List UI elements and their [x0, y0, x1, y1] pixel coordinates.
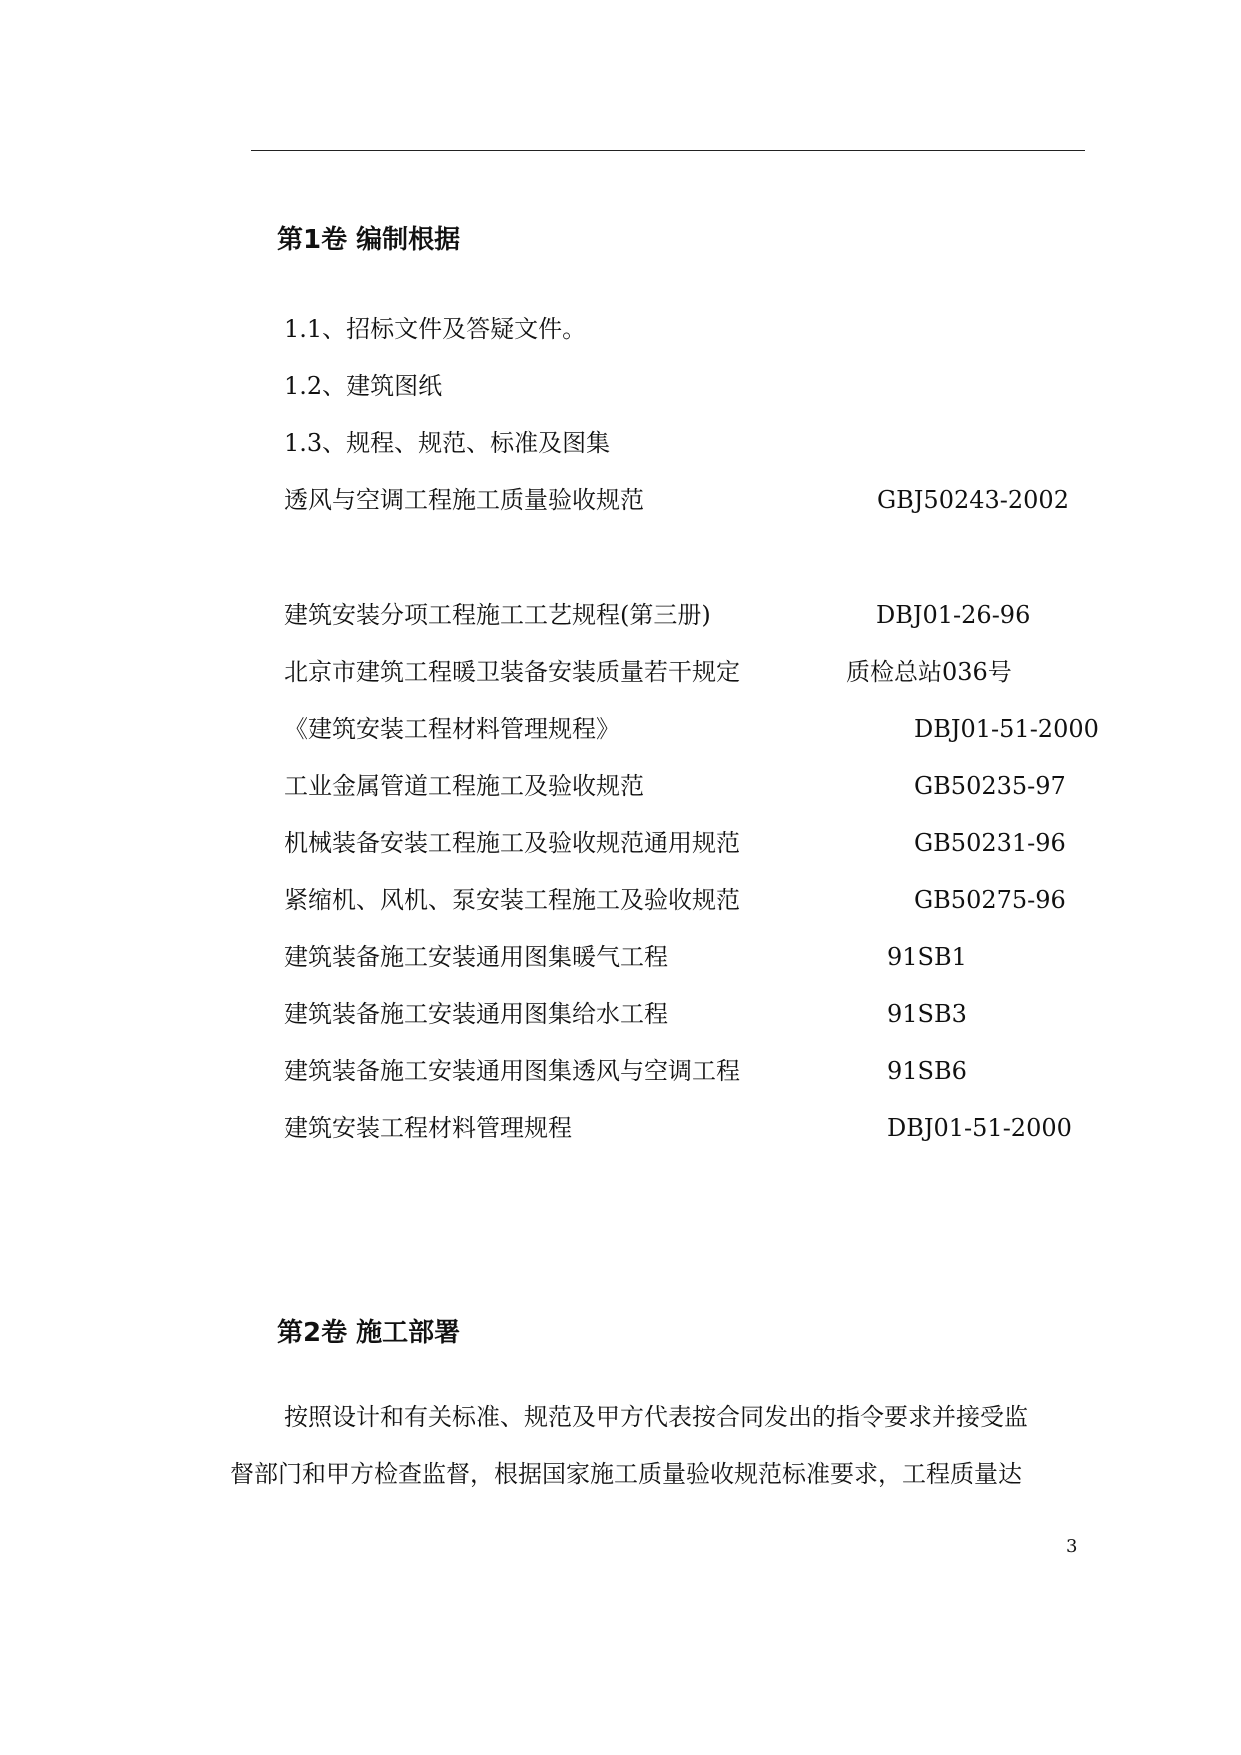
standard-row [284, 771, 1104, 801]
standard-name: 北京市建筑工程暖卫装备安装质量若干规定 [284, 658, 740, 686]
standard-code: GB50275-96 [914, 886, 1066, 914]
paragraph-line: 督部门和甲方检查监督，根据国家施工质量验收规范标准要求，工程质量达 [230, 1460, 1022, 1488]
standard-name: 建筑安装分项工程施工工艺规程(第三册) [284, 601, 711, 629]
list-item: 1.2、建筑图纸 [284, 372, 443, 400]
standard-row [284, 714, 1104, 744]
standard-code: 91SB6 [887, 1057, 967, 1085]
standard-name: 透风与空调工程施工质量验收规范 [284, 486, 644, 514]
standard-row [284, 600, 1104, 630]
standard-code: 91SB1 [887, 943, 967, 971]
standard-row [284, 485, 1104, 515]
header-rule [251, 150, 1085, 151]
section-1-heading: 第1卷 编制根据 [277, 225, 461, 255]
paragraph-line: 按照设计和有关标准、规范及甲方代表按合同发出的指令要求并接受监 [284, 1403, 1028, 1431]
standard-code: DBJ01-26-96 [876, 601, 1031, 629]
standard-code: GB50231-96 [914, 829, 1066, 857]
standard-name: 《建筑安装工程材料管理规程》 [284, 715, 620, 743]
standard-code: GBJ50243-2002 [877, 486, 1069, 514]
standard-code: 91SB3 [887, 1000, 967, 1028]
standard-row [284, 942, 1104, 972]
standard-name: 建筑装备施工安装通用图集给水工程 [284, 1000, 668, 1028]
page-number: 3 [1066, 1536, 1078, 1557]
standard-row [284, 885, 1104, 915]
standard-row [284, 657, 1104, 687]
list-item: 1.1、招标文件及答疑文件。 [284, 315, 587, 343]
list-item: 1.3、规程、规范、标准及图集 [284, 429, 611, 457]
standard-name: 建筑装备施工安装通用图集暖气工程 [284, 943, 668, 971]
standard-row [284, 1113, 1104, 1143]
standard-row [284, 1056, 1104, 1086]
standard-name: 建筑装备施工安装通用图集透风与空调工程 [284, 1057, 740, 1085]
standard-row [284, 999, 1104, 1029]
standard-name: 建筑安装工程材料管理规程 [284, 1114, 572, 1142]
standard-row [284, 828, 1104, 858]
standard-name: 工业金属管道工程施工及验收规范 [284, 772, 644, 800]
section-2-heading: 第2卷 施工部署 [277, 1318, 461, 1348]
standard-name: 机械装备安装工程施工及验收规范通用规范 [284, 829, 740, 857]
standard-name: 紧缩机、风机、泵安装工程施工及验收规范 [284, 886, 740, 914]
standard-code: 质检总站036号 [846, 658, 1012, 686]
standard-code: DBJ01-51-2000 [887, 1114, 1072, 1142]
standard-code: GB50235-97 [914, 772, 1066, 800]
standard-code: DBJ01-51-2000 [914, 715, 1099, 743]
